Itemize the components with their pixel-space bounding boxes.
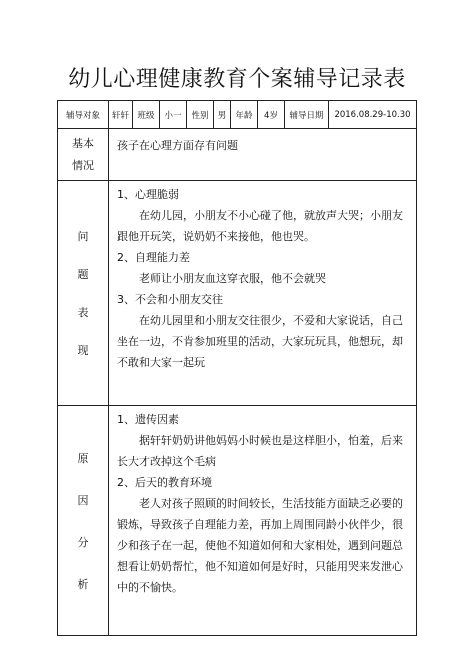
problems-row xyxy=(58,181,417,406)
cause-heading: 2、后天的教育环境 xyxy=(117,476,212,489)
basic-value-text: 孩子在心理方面存有问题 xyxy=(117,139,238,152)
problem-heading: 2、自理能力差 xyxy=(117,251,190,264)
basic-label xyxy=(58,129,109,181)
causes-label xyxy=(58,406,109,636)
basic-label-line2: 情况 xyxy=(72,158,94,172)
header-cell-subject-value: 轩轩 xyxy=(109,101,133,129)
causes-label-char: 析 xyxy=(77,577,89,591)
header-cell-gender-label: 性别 xyxy=(187,101,214,129)
basic-row xyxy=(58,129,417,181)
header-cell-date-value: 2016.08.29-10.30 xyxy=(329,101,417,129)
cause-text: 老人对孩子照顾的时间较长，生活技能方面缺乏必要的锻炼，导致孩子自理能力差，再加上周围同龄小伙伴少，很少和孩子在一起，使他不知道如何和大家相处，遇到问题总想看让奶奶帮忙，他不知道如何是好时，只能用哭来发泄心中的不愉快。 xyxy=(117,497,403,594)
record-table xyxy=(57,100,417,636)
causes-label-char: 因 xyxy=(77,493,89,507)
causes-content xyxy=(109,406,417,636)
problem-text: 在幼儿园里和小朋友交往很少，不爱和大家说话，自己坐在一边，不肯参加班里的活动，大家玩玩具，他想玩，却不敢和大家一起玩 xyxy=(117,314,403,369)
header-cell-class-label: 班级 xyxy=(133,101,160,129)
header-cell-date-label: 辅导日期 xyxy=(285,101,329,129)
causes-row xyxy=(58,406,417,636)
problems-label-char: 问 xyxy=(77,230,89,243)
problems-label-char: 表 xyxy=(77,306,89,319)
problems-label-char: 现 xyxy=(77,344,89,357)
problem-text: 在幼儿园，小朋友不小心碰了他，就放声大哭；小朋友跟他开玩笑，说奶奶不来接他，他也哭。 xyxy=(117,209,403,243)
cause-text: 据轩轩奶奶讲他妈妈小时候也是这样胆小，怕羞，后来长大才改掉这个毛病 xyxy=(117,434,403,468)
header-cell-gender-value: 男 xyxy=(214,101,231,129)
form-title: 幼儿心理健康教育个案辅导记录表 xyxy=(68,67,406,92)
problem-heading: 1、心理脆弱 xyxy=(117,188,179,201)
basic-label-line1: 基本 xyxy=(72,136,94,150)
problems-content xyxy=(109,181,417,406)
header-cell-age-value: 4岁 xyxy=(258,101,285,129)
problems-label xyxy=(58,181,109,406)
header-row xyxy=(58,101,417,129)
cause-heading: 1、遗传因素 xyxy=(117,413,179,426)
header-cell-subject-label: 辅导对象 xyxy=(58,101,109,129)
header-cell-age-label: 年龄 xyxy=(231,101,258,129)
problem-heading: 3、不会和小朋友交往 xyxy=(117,293,223,306)
problems-label-char: 题 xyxy=(77,268,89,281)
causes-label-char: 分 xyxy=(77,535,89,549)
causes-label-char: 原 xyxy=(77,451,89,465)
header-cell-class-value: 小一 xyxy=(160,101,187,129)
problem-text: 老师让小朋友血这穿衣服，他不会就哭 xyxy=(139,272,326,285)
basic-value xyxy=(109,129,417,181)
